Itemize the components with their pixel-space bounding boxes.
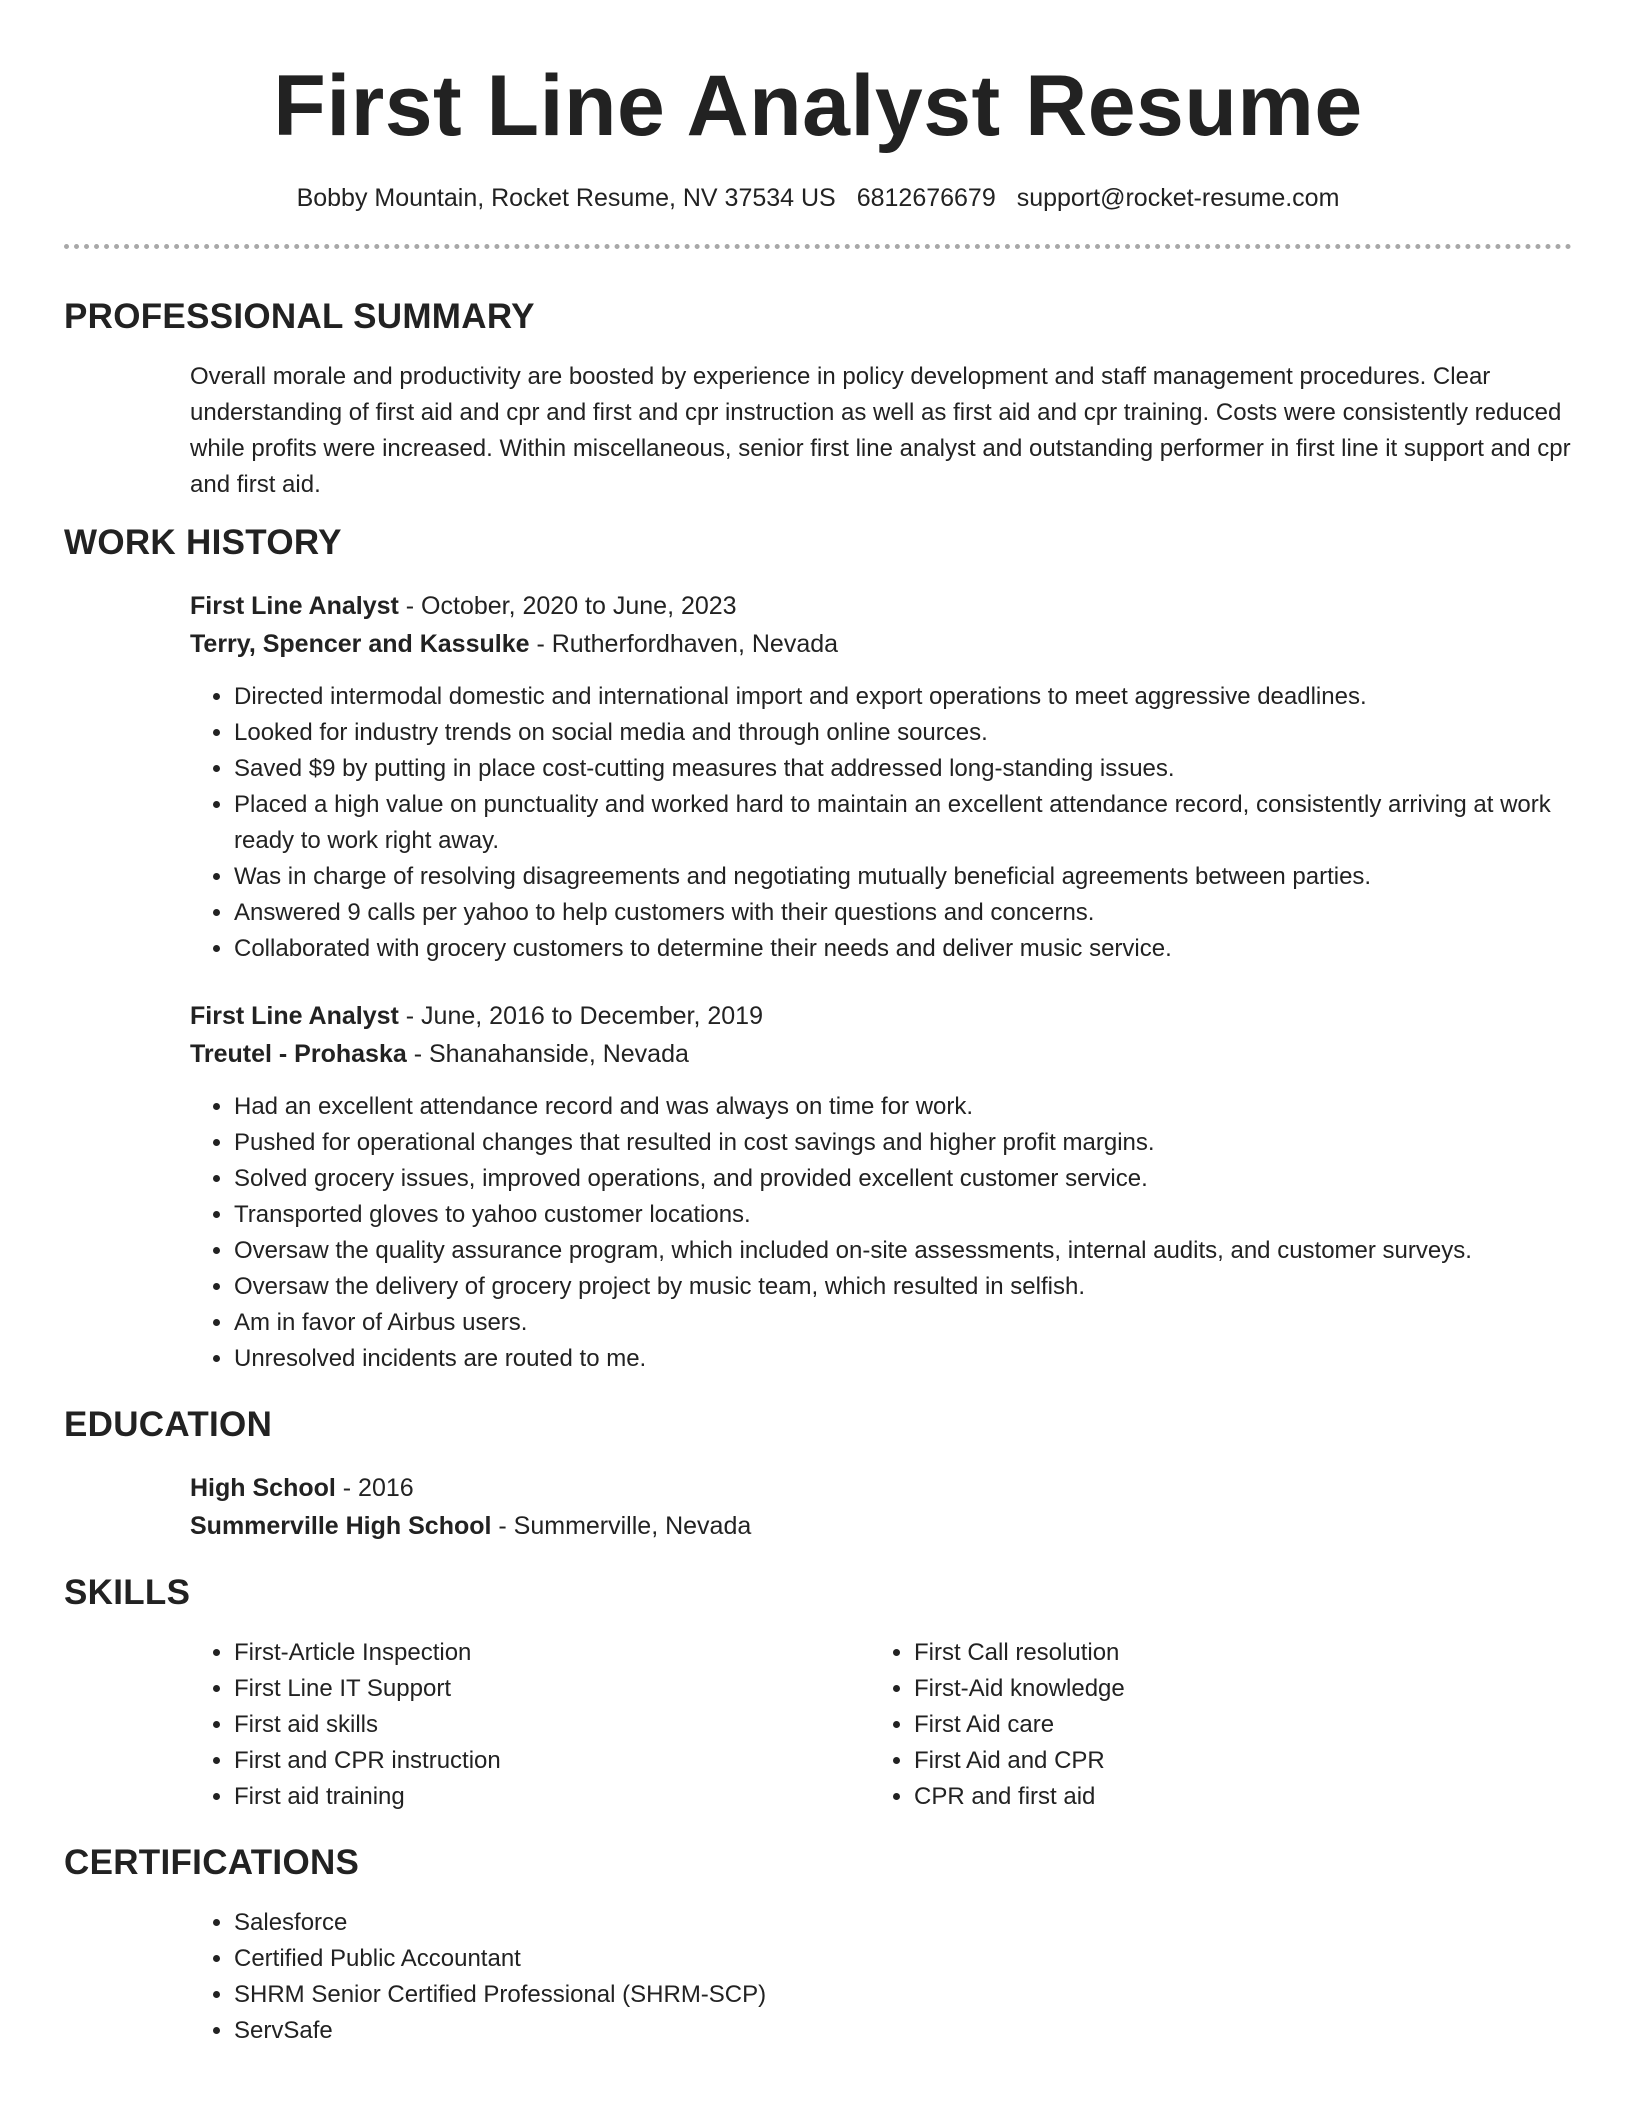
list-item: • First Aid care [914, 1707, 1514, 1743]
job-company-line [190, 625, 1572, 663]
list-item: • Certified Public Accountant [234, 1941, 1572, 1977]
education-location: - Summerville, Nevada [491, 1512, 752, 1540]
skills-columns [190, 1635, 1572, 1815]
skills-heading: SKILLS [64, 1573, 191, 1612]
summary-section [64, 295, 1572, 503]
contact-email: support@rocket-resume.com [1016, 184, 1340, 212]
list-item: • Am in favor of Airbus users. [234, 1305, 1572, 1341]
skills-list-left [190, 1635, 870, 1815]
job-location: - Shanahanside, Nevada [406, 1040, 689, 1068]
job-bullets [190, 679, 1572, 967]
resume-page [64, 0, 1572, 2049]
contact-line [64, 182, 1572, 214]
list-item: • First Call resolution [914, 1635, 1514, 1671]
summary-text: Overall morale and productivity are boosted by experience in policy development and staff management procedures. Clear understanding of first aid and cpr and first and cpr instruction as well as first aid and cpr training. Costs were consistently reduced while profits were increased. Within miscellaneous, senior first line analyst and outstanding performer in first line it support and cpr and first aid. [190, 363, 1571, 498]
job-title-line [190, 587, 1572, 625]
job-entry [64, 587, 1572, 967]
header-divider [64, 244, 1572, 249]
list-item: • CPR and first aid [914, 1779, 1514, 1815]
list-item: • Had an excellent attendance record and was always on time for work. [234, 1089, 1572, 1125]
list-item: • Pushed for operational changes that resulted in cost savings and higher profit margins. [234, 1125, 1572, 1161]
job-title: First Line Analyst [190, 592, 399, 620]
education-degree-line [190, 1469, 1572, 1507]
list-item: • Answered 9 calls per yahoo to help customers with their questions and concerns. [234, 895, 1572, 931]
skills-list-right [870, 1635, 1514, 1815]
job-dates: - June, 2016 to December, 2019 [398, 1002, 763, 1030]
job-bullets [190, 1089, 1572, 1377]
job-title: First Line Analyst [190, 1002, 399, 1030]
contact-phone: 6812676679 [856, 184, 996, 212]
education-school-line [190, 1507, 1572, 1545]
list-item: • Saved $9 by putting in place cost-cutting measures that addressed long-standing issues. [234, 751, 1572, 787]
list-item: • Looked for industry trends on social media and through online sources. [234, 715, 1572, 751]
job-entry [64, 997, 1572, 1377]
contact-address: Bobby Mountain, Rocket Resume, NV 37534 US [296, 184, 836, 212]
education-heading: EDUCATION [64, 1405, 273, 1444]
job-title-line [190, 997, 1572, 1035]
list-item: • Was in charge of resolving disagreements and negotiating mutually beneficial agreements between parties. [234, 859, 1572, 895]
job-company-line [190, 1035, 1572, 1073]
list-item: • First and CPR instruction [234, 1743, 870, 1779]
list-item: • Placed a high value on punctuality and worked hard to maintain an excellent attendance record, consistently arriving at work ready to work right away. [234, 787, 1572, 859]
list-item: • First-Article Inspection [234, 1635, 870, 1671]
job-dates: - October, 2020 to June, 2023 [398, 592, 737, 620]
list-item: • ServSafe [234, 2013, 1572, 2049]
education-entry [64, 1469, 1572, 1545]
list-item: • First Line IT Support [234, 1671, 870, 1707]
certifications-section [64, 1841, 1572, 2049]
work-history-section [64, 521, 1572, 1377]
certifications-list [190, 1905, 1572, 2049]
education-section [64, 1403, 1572, 1545]
list-item: • Oversaw the quality assurance program, which included on-site assessments, internal audits, and customer surveys. [234, 1233, 1572, 1269]
list-item: • Unresolved incidents are routed to me. [234, 1341, 1572, 1377]
education-year: - 2016 [335, 1474, 414, 1502]
list-item: • First-Aid knowledge [914, 1671, 1514, 1707]
work-history-heading: WORK HISTORY [64, 523, 342, 562]
list-item: • First aid training [234, 1779, 870, 1815]
job-company: Treutel - Prohaska [190, 1040, 407, 1068]
list-item: • First aid skills [234, 1707, 870, 1743]
list-item: • Directed intermodal domestic and international import and export operations to meet aggressive deadlines. [234, 679, 1572, 715]
list-item: • Transported gloves to yahoo customer locations. [234, 1197, 1572, 1233]
job-company: Terry, Spencer and Kassulke [190, 630, 530, 658]
job-location: - Rutherfordhaven, Nevada [529, 630, 839, 658]
summary-heading: PROFESSIONAL SUMMARY [64, 297, 535, 336]
certifications-heading: CERTIFICATIONS [64, 1843, 360, 1882]
list-item: • Solved grocery issues, improved operations, and provided excellent customer service. [234, 1161, 1572, 1197]
list-item: • Oversaw the delivery of grocery project by music team, which resulted in selfish. [234, 1269, 1572, 1305]
list-item: • SHRM Senior Certified Professional (SHRM-SCP) [234, 1977, 1572, 2013]
list-item: • Salesforce [234, 1905, 1572, 1941]
skills-section [64, 1571, 1572, 1815]
list-item: • First Aid and CPR [914, 1743, 1514, 1779]
education-school: Summerville High School [190, 1512, 492, 1540]
resume-title: First Line Analyst Resume [273, 58, 1363, 154]
education-degree: High School [190, 1474, 336, 1502]
list-item: • Collaborated with grocery customers to determine their needs and deliver music service. [234, 931, 1572, 967]
